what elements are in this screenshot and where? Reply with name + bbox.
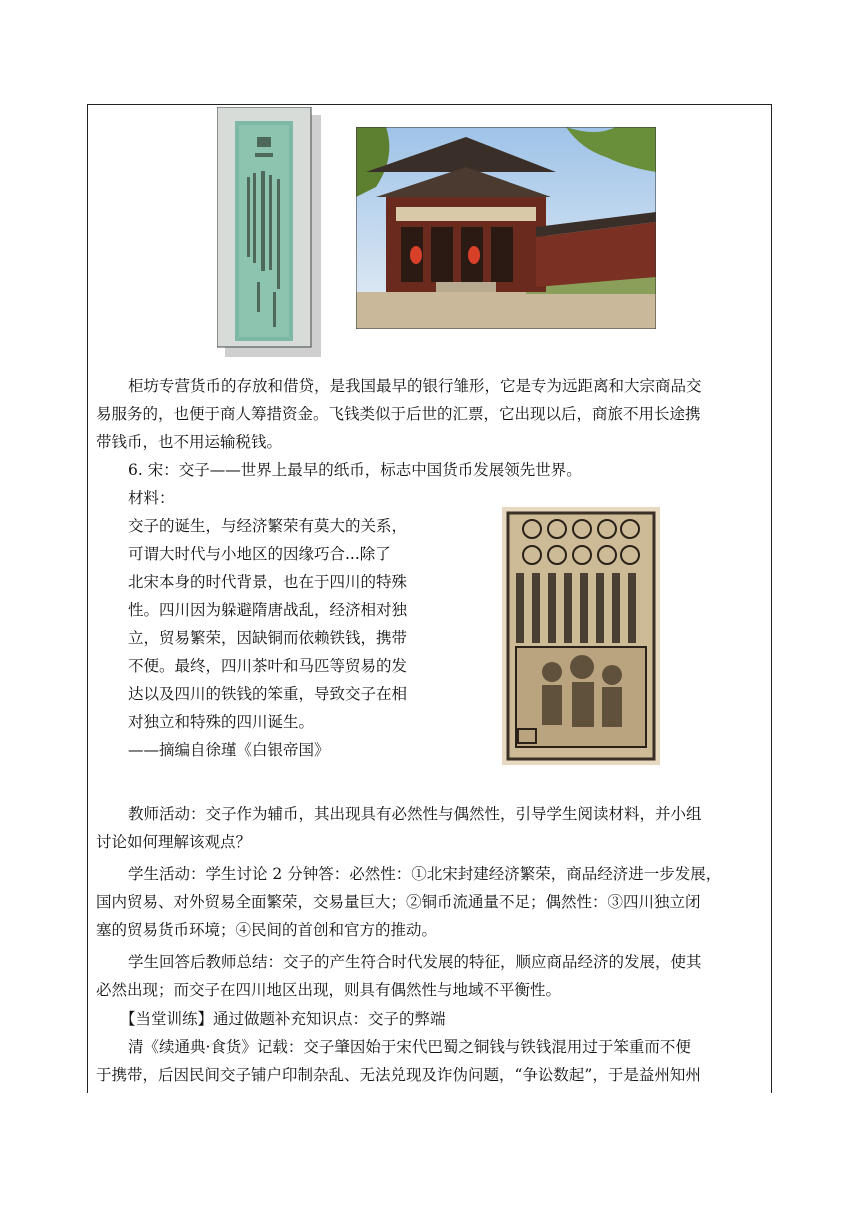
material-line-3: 北宋本身的时代背景，也在于四川的特殊	[128, 573, 408, 591]
summary-line-2: 必然出现；而交子在四川地区出现，则具有偶然性与地域不平衡性。	[96, 981, 562, 999]
source-citation: ——摘编自徐瑾《白银帝国》	[128, 741, 330, 759]
material-line-1: 交子的诞生，与经济繁荣有莫大的关系，	[128, 517, 408, 535]
student-activity-line-1: 学生活动：学生讨论 2 分钟答：必然性：①北宋封建经济繁荣，商品经济进一步发展，	[128, 865, 722, 883]
qing-line-1: 清《续通典·食货》记载：交子肇因始于宋代巴蜀之铜钱与铁钱混用过于笨重而不便	[128, 1038, 691, 1056]
material-line-8: 对独立和特殊的四川诞生。	[128, 713, 315, 731]
material-line-7: 达以及四川的铁钱的笨重，导致交子在相	[128, 685, 408, 703]
material-line-5: 立，贸易繁荣，因缺铜而依赖铁钱，携带	[128, 629, 408, 647]
teacher-activity-line-2: 讨论如何理解该观点？	[96, 833, 252, 851]
material-line-2: 可谓大时代与小地区的因缘巧合...除了	[128, 545, 391, 563]
qing-line-2: 于携带，后因民间交子铺户印制杂乱、无法兑现及诈伪问题，“争讼数起”，于是益州知州	[96, 1066, 701, 1084]
material-line-4: 性。四川因为躲避隋唐战乱，经济相对独	[128, 601, 408, 619]
student-activity-line-2: 国内贸易、对外贸易全面繁荣，交易量巨大；②铜币流通量不足；偶然性：③四川独立闭	[96, 893, 701, 911]
student-activity-line-3: 塞的贸易货币环境；④民间的首创和官方的推动。	[96, 921, 438, 939]
teacher-activity-line-1: 教师活动：交子作为辅币，其出现具有必然性与偶然性，引导学生阅读材料，并小组	[128, 805, 702, 823]
song-heading: 6. 宋：交子——世界上最早的纸币，标志中国货币发展领先世界。	[128, 461, 582, 479]
palace-image	[356, 127, 656, 329]
summary-line-1: 学生回答后教师总结：交子的产生符合时代发展的特征，顺应商品经济的发展，使其	[128, 953, 702, 971]
material-line-6: 不便。最终，四川茶叶和马匹等贸易的发	[128, 657, 408, 675]
guifang-line-3: 带钱币，也不用运输税钱。	[96, 433, 283, 451]
material-label: 材料：	[128, 489, 175, 507]
feiqian-image	[217, 107, 321, 357]
jiaozi-image	[502, 507, 660, 765]
practice-heading: 【当堂训练】通过做题补充知识点：交子的弊端	[120, 1010, 446, 1028]
guifang-line-1: 柜坊专营货币的存放和借贷，是我国最早的银行雏形，它是专为远距离和大宗商品交	[128, 377, 702, 395]
guifang-line-2: 易服务的，也便于商人筹措资金。飞钱类似于后世的汇票，它出现以后，商旅不用长途携	[96, 405, 701, 423]
